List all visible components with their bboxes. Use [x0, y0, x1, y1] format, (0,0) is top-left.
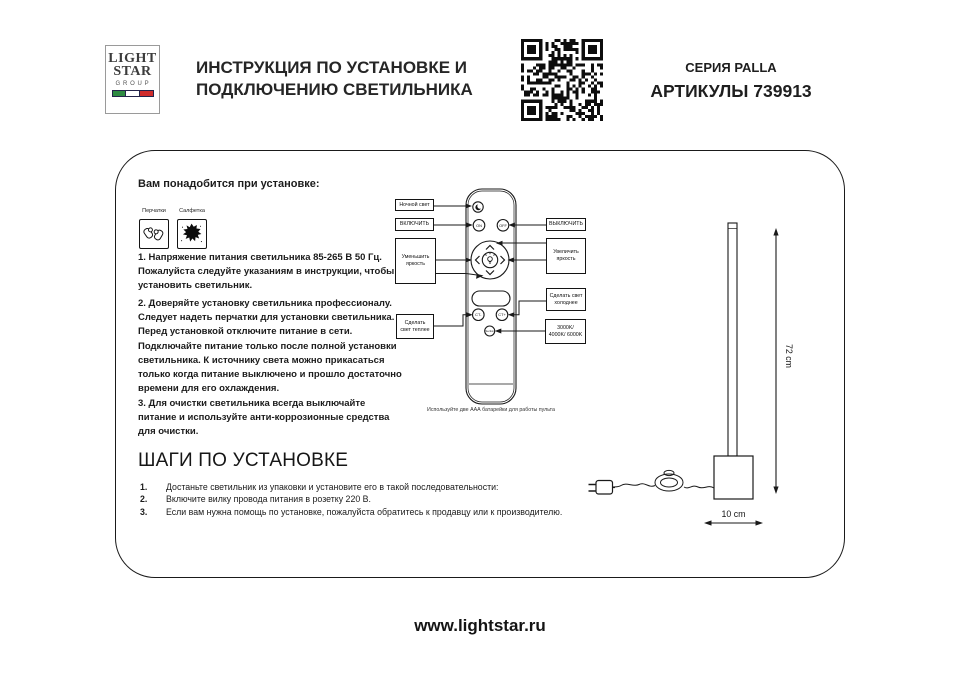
note-3: 3. Для очистки светильника всегда выключайте питание и используйте анти-коррозионные средства для очистки. — [138, 398, 390, 438]
callout-colder: Сделать свет холоднее — [546, 288, 586, 311]
up-chevron-icon — [486, 246, 494, 250]
logo-text: GROUP — [115, 81, 152, 87]
section-button-label: Section — [485, 330, 494, 333]
callout-warmer: Сделать свет теплее — [396, 314, 434, 339]
step-item — [140, 495, 790, 504]
note-1: 1. Напряжение питания светильника 85-265 В 50 Гц. Пожалуйста следуйте указаниям в инструкции, чтобы установить светильник. — [138, 252, 395, 292]
step-text: Если вам нужна помощь по установке, пожалуйста обратитесь к продавцу или к производителю. — [166, 506, 563, 517]
left-chevron-icon — [476, 256, 480, 264]
on-button-label: ON — [476, 222, 482, 228]
right-chevron-icon — [501, 256, 505, 264]
step-text: Достаньте светильник из упаковки и установите его в такой последовательности: — [166, 482, 499, 492]
callout-turn-on: ВКЛЮЧИТЬ — [395, 218, 434, 231]
article-number: АРТИКУЛЫ 739913 — [650, 81, 812, 101]
night-light-button — [473, 202, 483, 212]
napkin-icon — [177, 219, 207, 249]
callout-lines — [434, 206, 546, 331]
series-block — [635, 60, 827, 102]
off-button-label: OFF — [499, 222, 507, 228]
website-url: www.lightstar.ru — [414, 616, 546, 635]
logo-text: STAR — [113, 64, 152, 79]
italian-flag-icon — [112, 90, 154, 97]
lamp-drawing — [589, 223, 779, 526]
bulb-icon — [486, 253, 495, 263]
remote-control — [466, 189, 516, 404]
lightstar-logo — [105, 45, 160, 114]
document-title — [196, 57, 526, 101]
width-dimension — [704, 520, 763, 525]
series-label: СЕРИЯ PALLA — [685, 60, 777, 75]
callout-increase-brightness: Увеличить яркость — [546, 238, 586, 274]
steps-heading: ШАГИ ПО УСТАНОВКЕ — [138, 450, 349, 471]
gloves-icon — [139, 219, 169, 249]
brightness-dpad — [471, 241, 509, 279]
callout-decrease-brightness: Уменьшить яркость — [395, 238, 436, 284]
ct-plus-label: CT+ — [498, 312, 506, 318]
document-title-line2: ПОДКЛЮЧЕНИЮ СВЕТИЛЬНИКА — [196, 80, 473, 99]
qr-code — [518, 36, 606, 124]
ct-minus-label: CT- — [475, 312, 482, 318]
step-number: 3. — [140, 506, 148, 517]
callout-night-light: Ночной свет — [395, 199, 434, 211]
napkin-label: Салфетка — [179, 208, 205, 214]
gloves-label: Перчатки — [142, 208, 166, 214]
requirements-heading: Вам понадобится при установке: — [138, 178, 320, 190]
callout-color-temps: 3000K/ 4000K/ 6000K — [545, 319, 586, 344]
width-dimension-label: 10 cm — [721, 509, 746, 519]
step-text: Включите вилку провода питания в розетку 220 В. — [166, 494, 371, 505]
blank-pill-button — [472, 291, 510, 306]
moon-icon — [475, 204, 482, 211]
logo-text: LIGHT — [108, 51, 157, 66]
document-title-line1: ИНСТРУКЦИЯ ПО УСТАНОВКЕ И — [196, 58, 467, 77]
step-item — [140, 508, 790, 517]
height-dimension-label: 72 cm — [784, 344, 794, 368]
steps-list — [140, 483, 790, 520]
content-frame — [115, 150, 845, 578]
callout-turn-off: ВЫКЛЮЧИТЬ — [546, 218, 586, 231]
lamp-stem — [728, 223, 737, 456]
height-dimension — [773, 228, 778, 494]
step-item — [140, 483, 790, 492]
step-number: 2. — [140, 494, 148, 505]
step-number: 1. — [140, 482, 148, 492]
battery-note: Используйте две ААА батарейки для работы пульта — [427, 407, 555, 413]
down-chevron-icon — [486, 271, 494, 275]
note-2: 2. Доверяйте установку светильника профессионалу. Следует надеть перчатки для установки светильника. Перед установкой отключите питание в сети. Подключайте питание только после полной установки светильника. К источнику света можно прикасаться только когда питание выключено и прошло достаточно времени для его охлаждения. — [138, 298, 402, 395]
